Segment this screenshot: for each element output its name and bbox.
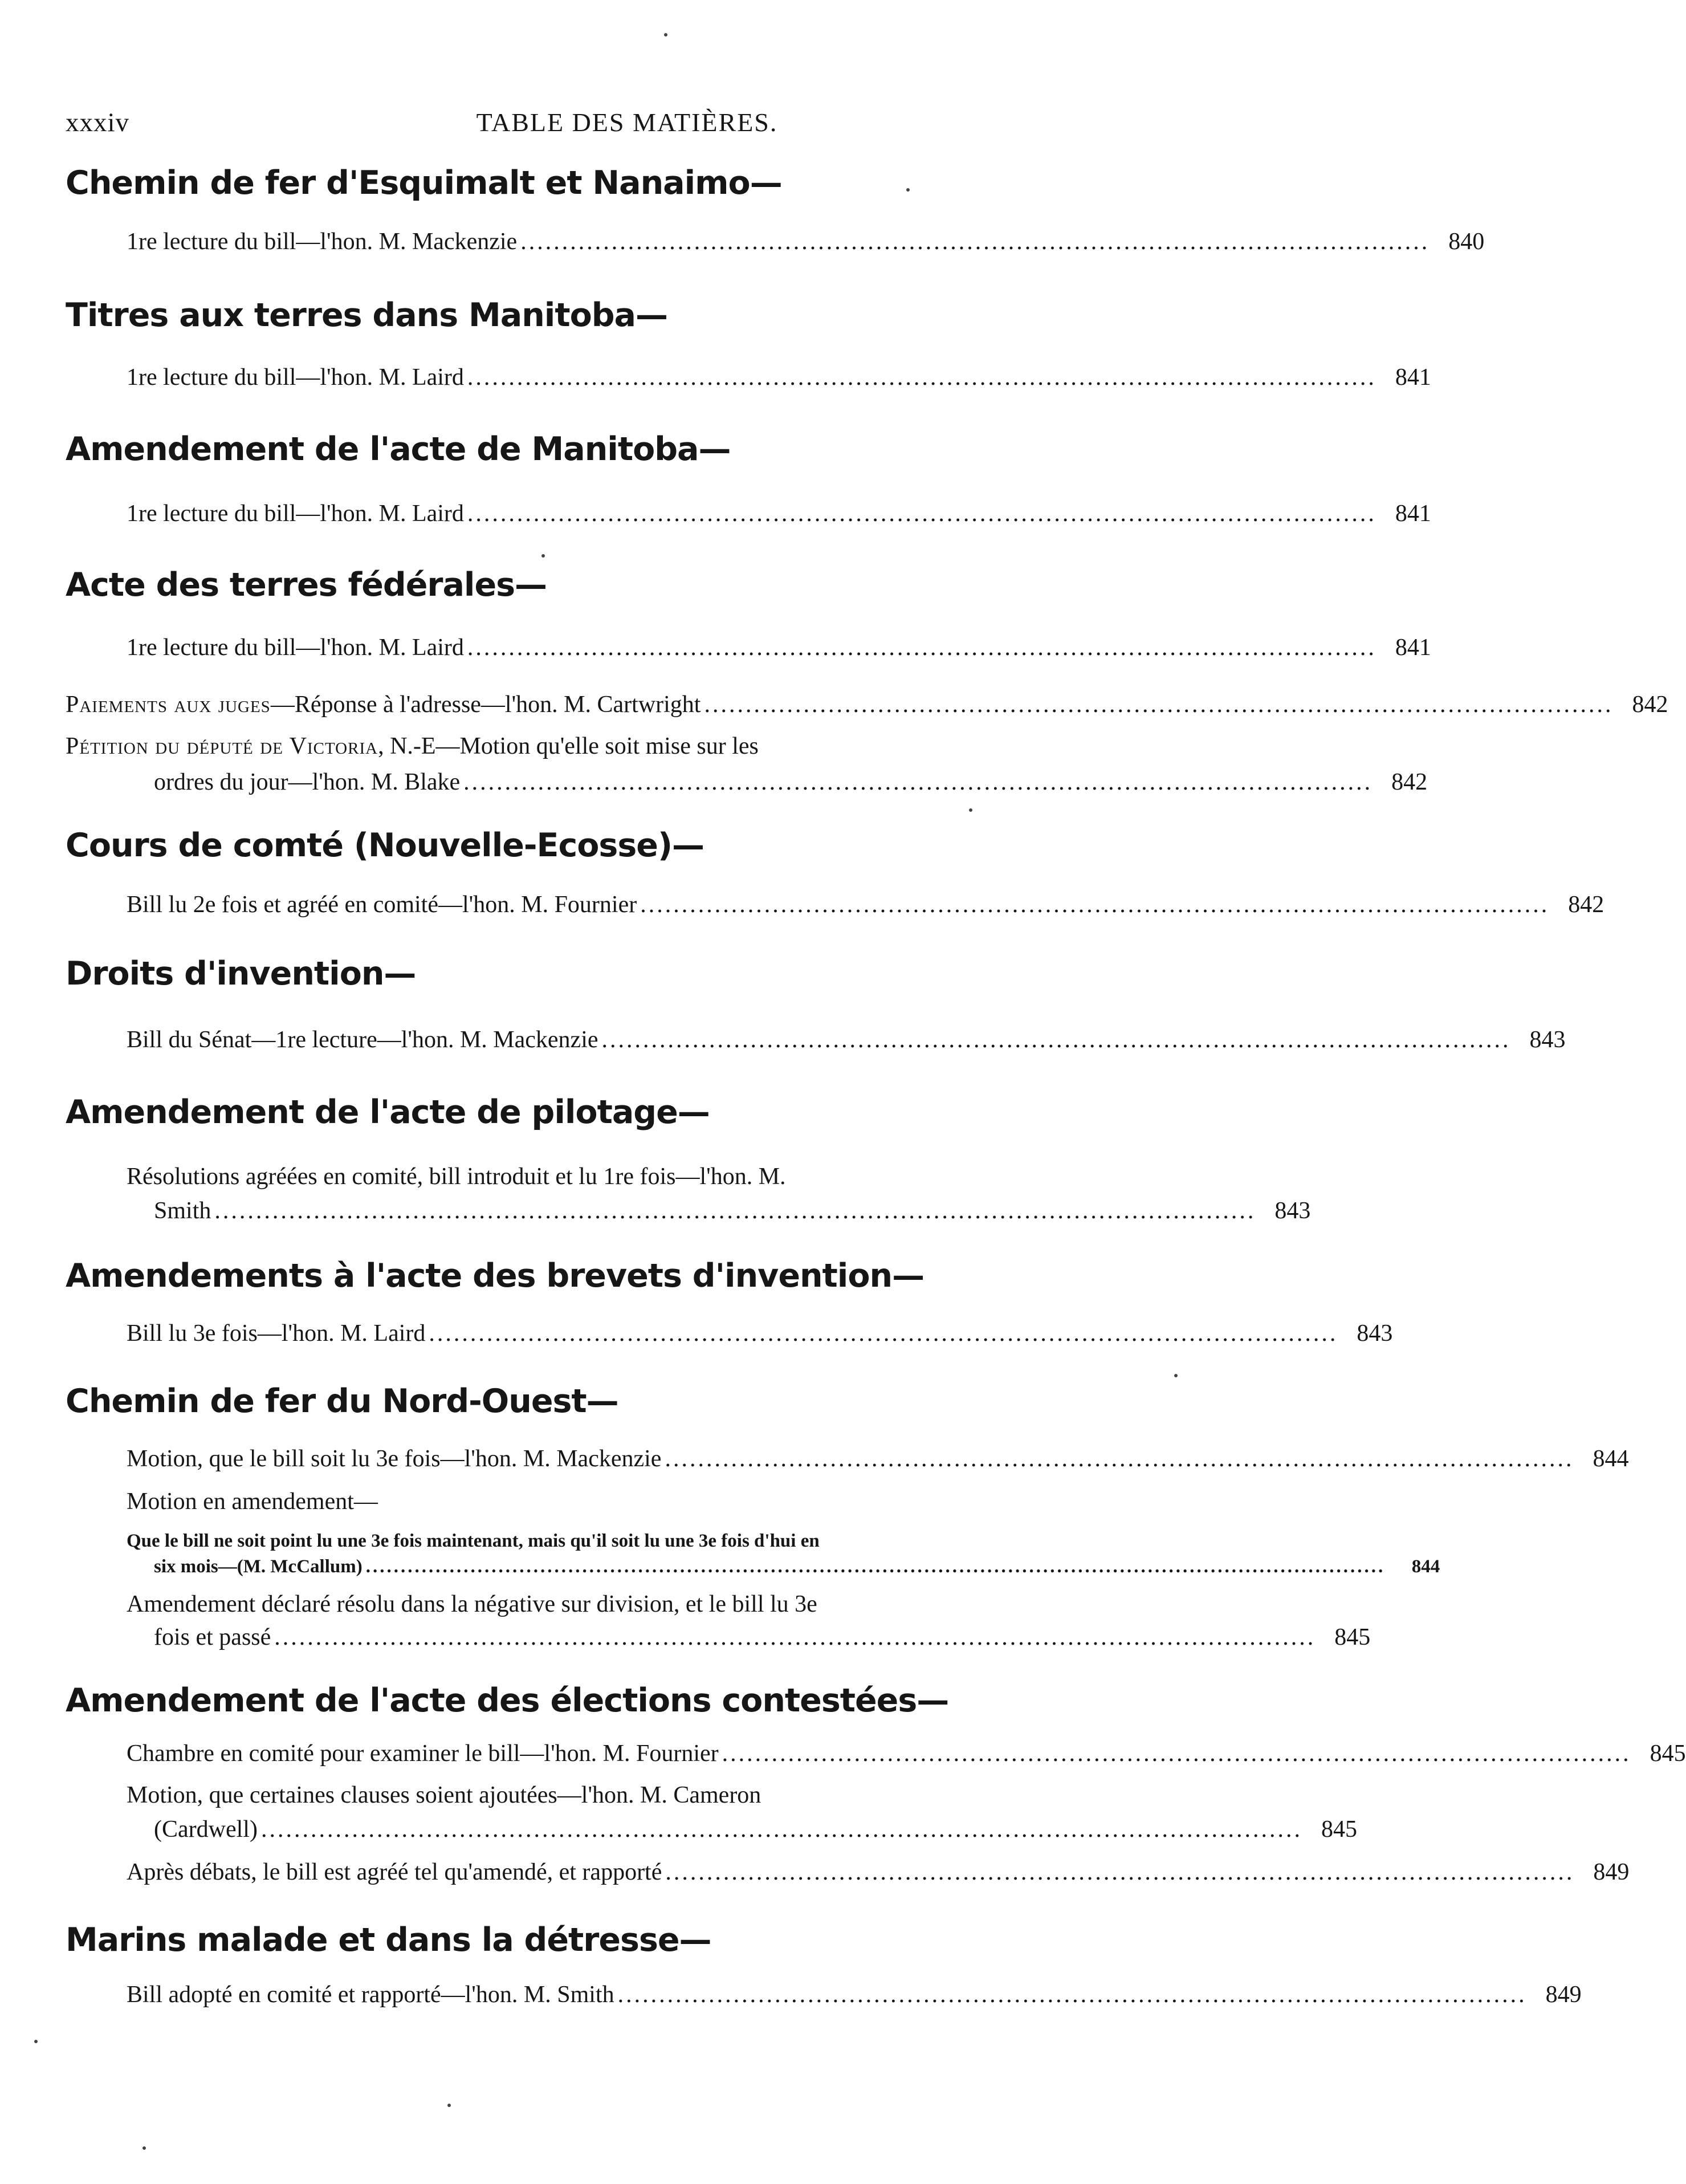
toc-entry-line1: Amendement déclaré résolu dans la négative sur division, et le bill lu 3e [127, 1591, 817, 1617]
toc-entry-line2 [154, 1556, 1440, 1577]
toc-entry-line1: Résolutions agréées en comité, bill introduit et lu 1re fois—l'hon. M. [127, 1164, 786, 1190]
entry-page: 842 [1391, 769, 1428, 795]
scan-speck [969, 808, 972, 812]
toc-entry-line2 [154, 1197, 1311, 1225]
dot-leader: .................................................................................................................................................. [365, 1556, 1386, 1577]
entry-text: ordres du jour—l'hon. M. Blake [154, 769, 461, 795]
scan-speck [664, 33, 667, 36]
section-heading: Amendement de l'acte de Manitoba— [66, 430, 731, 468]
toc-entry [127, 1320, 1393, 1347]
dot-leader: .............................................................................................................. [704, 692, 1614, 718]
section-heading: Titres aux terres dans Manitoba— [66, 296, 668, 334]
entry-lead: Paiements aux juges [66, 692, 271, 718]
entry-page: 841 [1395, 635, 1431, 661]
section-heading: Chemin de fer d'Esquimalt et Nanaimo— [66, 164, 782, 202]
dot-leader: .............................................................................................................. [467, 501, 1377, 527]
entry-text: Bill lu 2e fois et agréé en comité—l'hon. M. Fournier [127, 892, 637, 918]
toc-entry [127, 1445, 1629, 1473]
toc-entry [127, 1740, 1686, 1767]
section-heading: Amendement de l'acte des élections contestées— [66, 1682, 949, 1719]
toc-entry [127, 364, 1431, 391]
entry-text: (Cardwell) [154, 1816, 258, 1843]
entry-text: 1re lecture du bill—l'hon. M. Laird [127, 364, 464, 391]
entry-text: , N.-E—Motion qu'elle soit mise sur les [378, 733, 759, 759]
entry-lead: Pétition du député de Victoria [66, 733, 378, 759]
dot-leader: .............................................................................................................. [640, 892, 1550, 918]
entry-page: 844 [1411, 1556, 1440, 1577]
section-heading: Marins malade et dans la détresse— [66, 1921, 711, 1959]
page-title: TABLE DES MATIÈRES. [476, 108, 778, 137]
entry-page: 849 [1545, 1982, 1582, 2008]
section-heading: Amendement de l'acte de pilotage— [66, 1093, 710, 1131]
toc-entry [127, 500, 1431, 527]
entry-text: Chambre en comité pour examiner le bill—l'hon. M. Fournier [127, 1740, 719, 1767]
entry-page: 849 [1593, 1859, 1630, 1885]
entry-text: Motion, que le bill soit lu 3e fois—l'hon. M. Mackenzie [127, 1446, 662, 1472]
entry-page: 840 [1448, 229, 1485, 255]
entry-text: fois et passé [154, 1624, 271, 1650]
entry-page: 845 [1321, 1816, 1357, 1843]
dot-leader: .............................................................................................................................. [214, 1198, 1256, 1224]
entry-text: Bill du Sénat—1re lecture—l'hon. M. Mackenzie [127, 1027, 598, 1053]
entry-page: 841 [1395, 364, 1431, 391]
toc-entry-line2 [154, 1624, 1371, 1651]
entry-page: 843 [1529, 1027, 1566, 1053]
entry-page: 843 [1274, 1198, 1311, 1224]
entry-page: 844 [1593, 1446, 1629, 1472]
toc-entry-line1: Motion, que certaines clauses soient ajoutées—l'hon. M. Cameron [127, 1782, 761, 1808]
toc-entry-standalone [66, 691, 1668, 718]
entry-text: six mois—(M. McCallum) [154, 1556, 363, 1577]
dot-leader: .............................................................................................................. [601, 1027, 1511, 1053]
scan-speck [142, 2146, 146, 2150]
dot-leader: .............................................................................................................. [463, 769, 1373, 795]
toc-entry [127, 228, 1485, 255]
scan-speck [906, 188, 910, 192]
page-number: xxxiv [66, 108, 130, 137]
dot-leader: .............................................................................................................. [467, 635, 1377, 661]
section-heading: Chemin de fer du Nord-Ouest— [66, 1382, 618, 1420]
toc-entry: Motion en amendement— [127, 1488, 378, 1515]
toc-entry-standalone-line1 [66, 733, 759, 760]
dot-leader: .............................................................................................................. [665, 1446, 1574, 1472]
dot-leader: .............................................................................................................................. [260, 1816, 1302, 1843]
entry-text: Après débats, le bill est agréé tel qu'amendé, et rapporté [127, 1859, 662, 1885]
entry-text: 1re lecture du bill—l'hon. M. Mackenzie [127, 229, 518, 255]
entry-page: 842 [1568, 892, 1604, 918]
entry-text: 1re lecture du bill—l'hon. M. Laird [127, 501, 464, 527]
dot-leader: .............................................................................................................. [617, 1982, 1527, 2008]
toc-entry-line1: Que le bill ne soit point lu une 3e fois maintenant, mais qu'il soit lu une 3e fois d'hui en [127, 1531, 820, 1551]
dot-leader: .............................................................................................................. [429, 1320, 1338, 1347]
entry-text: Bill adopté en comité et rapporté—l'hon. M. Smith [127, 1982, 614, 2008]
toc-entry [127, 891, 1604, 918]
entry-text: 1re lecture du bill—l'hon. M. Laird [127, 635, 464, 661]
section-heading: Amendements à l'acte des brevets d'invention— [66, 1257, 925, 1295]
entry-page: 845 [1650, 1740, 1686, 1767]
dot-leader: .............................................................................................................. [467, 364, 1377, 391]
entry-page: 842 [1632, 692, 1668, 718]
dot-leader: .............................................................................................................. [520, 229, 1430, 255]
scan-speck [447, 2104, 451, 2107]
toc-entry [127, 1858, 1630, 1886]
toc-entry-standalone-line2 [154, 768, 1428, 796]
toc-entry-line2 [154, 1816, 1357, 1843]
scan-speck [34, 2040, 38, 2043]
toc-entry [127, 1981, 1582, 2008]
section-heading: Droits d'invention— [66, 955, 416, 993]
page-header [66, 107, 1188, 147]
entry-text: Smith [154, 1198, 211, 1224]
toc-entry [127, 634, 1431, 661]
scan-speck [1174, 1374, 1178, 1377]
toc-entry [127, 1026, 1566, 1054]
scan-speck [541, 554, 545, 558]
dot-leader: .............................................................................................................. [722, 1740, 1631, 1767]
section-heading: Cours de comté (Nouvelle-Ecosse)— [66, 827, 704, 864]
entry-page: 843 [1357, 1320, 1393, 1347]
entry-text: —Réponse à l'adresse—l'hon. M. Cartwright [270, 692, 701, 718]
entry-text: Bill lu 3e fois—l'hon. M. Laird [127, 1320, 426, 1347]
dot-leader: .............................................................................................................................. [274, 1624, 1316, 1650]
entry-page: 845 [1334, 1624, 1371, 1650]
section-heading: Acte des terres fédérales— [66, 566, 547, 604]
entry-page: 841 [1395, 501, 1431, 527]
dot-leader: .............................................................................................................. [665, 1859, 1575, 1885]
